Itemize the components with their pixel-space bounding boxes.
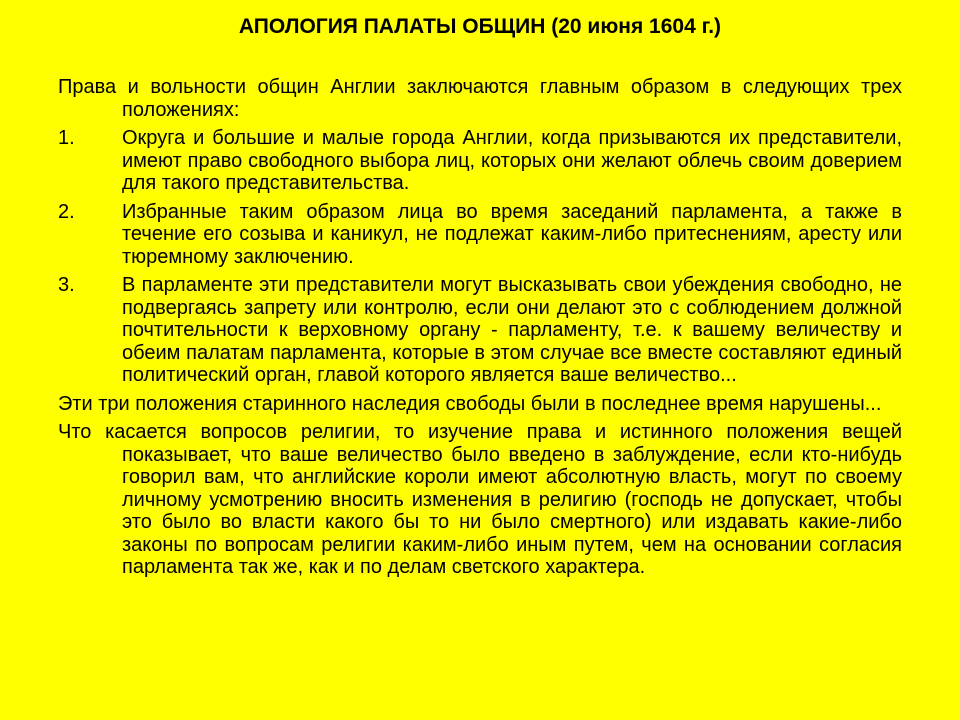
slide-body <box>58 76 902 585</box>
list-item <box>58 201 902 269</box>
list-item-text: Округа и большие и малые города Англии, когда призываются их представители, имеют право свободного выбора лиц, которых они желают облечь своим доверием для такого представительства. <box>122 127 902 194</box>
list-item-number: 3. <box>58 274 75 296</box>
intro-paragraph: Права и вольности общин Англии заключаются главным образом в следующих трех положениях: <box>58 76 902 121</box>
list-item-text: Избранные таким образом лица во время заседаний парламента, а также в течение его созыва и каникул, не подлежат каким-либо притеснениям, аресту или тюремному заключению. <box>122 200 902 268</box>
list-item <box>58 127 902 195</box>
religion-paragraph: Что касается вопросов религии, то изучение права и истинного положения вещей показывает, что ваше величество было введено в заблуждение, если кто-нибудь говорил вам, что английские короли имеют абсолютную власть, могут по своему личному усмотрению вносить изменения в религию (господь не допускает, чтобы это было во власти какого бы то ни было смертного) или издавать какие-либо законы по вопросам религии каким-либо иным путем, чем на основании согласия парламента так же, как и по делам светского характера. <box>58 421 902 578</box>
list-item-text: В парламенте эти представители могут высказывать свои убеждения свободно, не подвергаясь запрету или контролю, если они делают это с соблюдением должной почтительности к верховному органу - парламенту, т.е. к вашему величеству и обеим палатам парламента, которые в этом случае все вместе составляют единый политический орган, главой которого является ваше величество... <box>122 274 902 386</box>
slide-title: АПОЛОГИЯ ПАЛАТЫ ОБЩИН (20 июня 1604 г.) <box>238 15 722 38</box>
summary-paragraph: Эти три положения старинного наследия свободы были в последнее время нарушены... <box>58 392 882 415</box>
list-item <box>58 274 902 387</box>
list-item-number: 2. <box>58 200 75 223</box>
list-item-number: 1. <box>58 127 75 149</box>
